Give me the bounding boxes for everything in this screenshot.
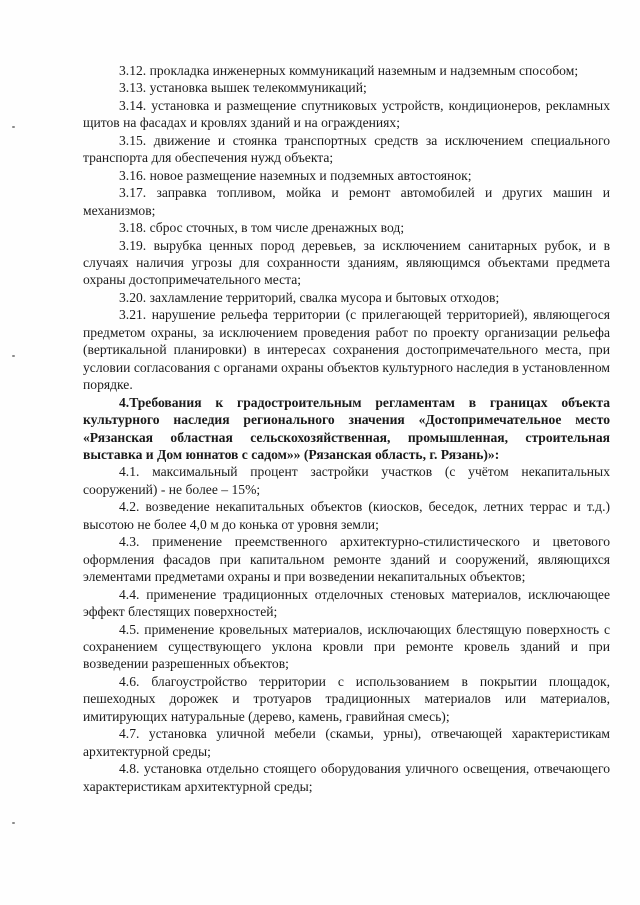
paragraph-3-16: 3.16. новое размещение наземных и подземных автостоянок; [119, 167, 472, 183]
scan-speck [12, 355, 15, 357]
paragraph-3-19: 3.19. вырубка ценных пород деревьев, за исключением санитарных рубок, и в случаях наличия угрозы для сохранности зданиям, являющимся объектами предмета охраны достопримечательного места; [83, 237, 610, 288]
section-heading-4: 4.Требования к градостроительным регламентам в границах объекта культурного наследия регионального значения «Достопримечательное место «Рязанская областная сельскохозяйственная, промышленная, строительная выставка и Дом юннатов с садом»» (Рязанская область, г. Рязань)»: [83, 394, 610, 462]
paragraph-3-17: 3.17. заправка топливом, мойка и ремонт автомобилей и других машин и механизмов; [83, 185, 610, 218]
paragraph-4-4: 4.4. применение традиционных отделочных стеновых материалов, исключающее эффект блестящих поверхностей; [83, 586, 610, 620]
paragraph-4-8: 4.8. установка отдельно стоящего оборудования уличного освещения, отвечающего характеристикам архитектурной среды; [83, 761, 610, 794]
paragraph-3-20: 3.20. захламление территорий, свалка мусора и бытовых отходов; [119, 289, 500, 305]
paragraph-3-15: 3.15. движение и стоянка транспортных средств за исключением специального транспорта для обеспечения нужд объекта; [83, 132, 610, 166]
paragraph-3-12: 3.12. прокладка инженерных коммуникаций наземным и надземным способом; [119, 63, 579, 78]
paragraph-4-2: 4.2. возведение некапитальных объектов (киосков, беседок, летних террас и т.д.) высотою не более 4,0 м до конька от уровня земли; [83, 499, 610, 532]
paragraph-3-18: 3.18. сброс сточных, в том числе дренажных вод; [119, 220, 405, 236]
paragraph-3-21: 3.21. нарушение рельефа территории (с прилегающей территорией), являющегося предметом охраны, за исключением проведения работ по проекту организации рельефа (вертикальной планировки) в интересах сохранения достопримечательного места, при условии согласования с органами охраны объектов культурного наследия в установленном порядке. [83, 307, 610, 393]
paragraph-4-5: 4.5. применение кровельных материалов, исключающих блестящую поверхность с сохранением существующего уклона кровли при ремонте кровель зданий и при возведении разрешенных объектов; [83, 621, 610, 672]
paragraph-4-6: 4.6. благоустройство территории с использованием в покрытии площадок, пешеходных дорожек и тротуаров традиционных материалов или материалов, имитирующих натуральные (дерево, камень, гравийная смесь); [83, 673, 610, 724]
paragraph-3-13: 3.13. установка вышек телекоммуникаций; [119, 80, 367, 96]
paragraph-4-3: 4.3. применение преемственного архитектурно-стилистического и цветового оформления фасадов при капитальном ремонте зданий и сооружений, являющихся элементами предметами охраны и при возведении некапитальных объектов; [83, 534, 610, 585]
paragraph-4-1: 4.1. максимальный процент застройки участков (с учётом некапитальных сооружений) - не более – 15%; [83, 464, 610, 497]
document-body [83, 62, 610, 795]
paragraph-4-7: 4.7. установка уличной мебели (скамьи, урны), отвечающей характеристикам архитектурной среды; [83, 726, 610, 759]
scan-speck [12, 822, 15, 824]
scan-speck [12, 126, 15, 128]
paragraph-3-14: 3.14. установка и размещение спутниковых устройств, кондиционеров, рекламных щитов на фасадах и кровлях зданий и на ограждениях; [83, 97, 610, 131]
